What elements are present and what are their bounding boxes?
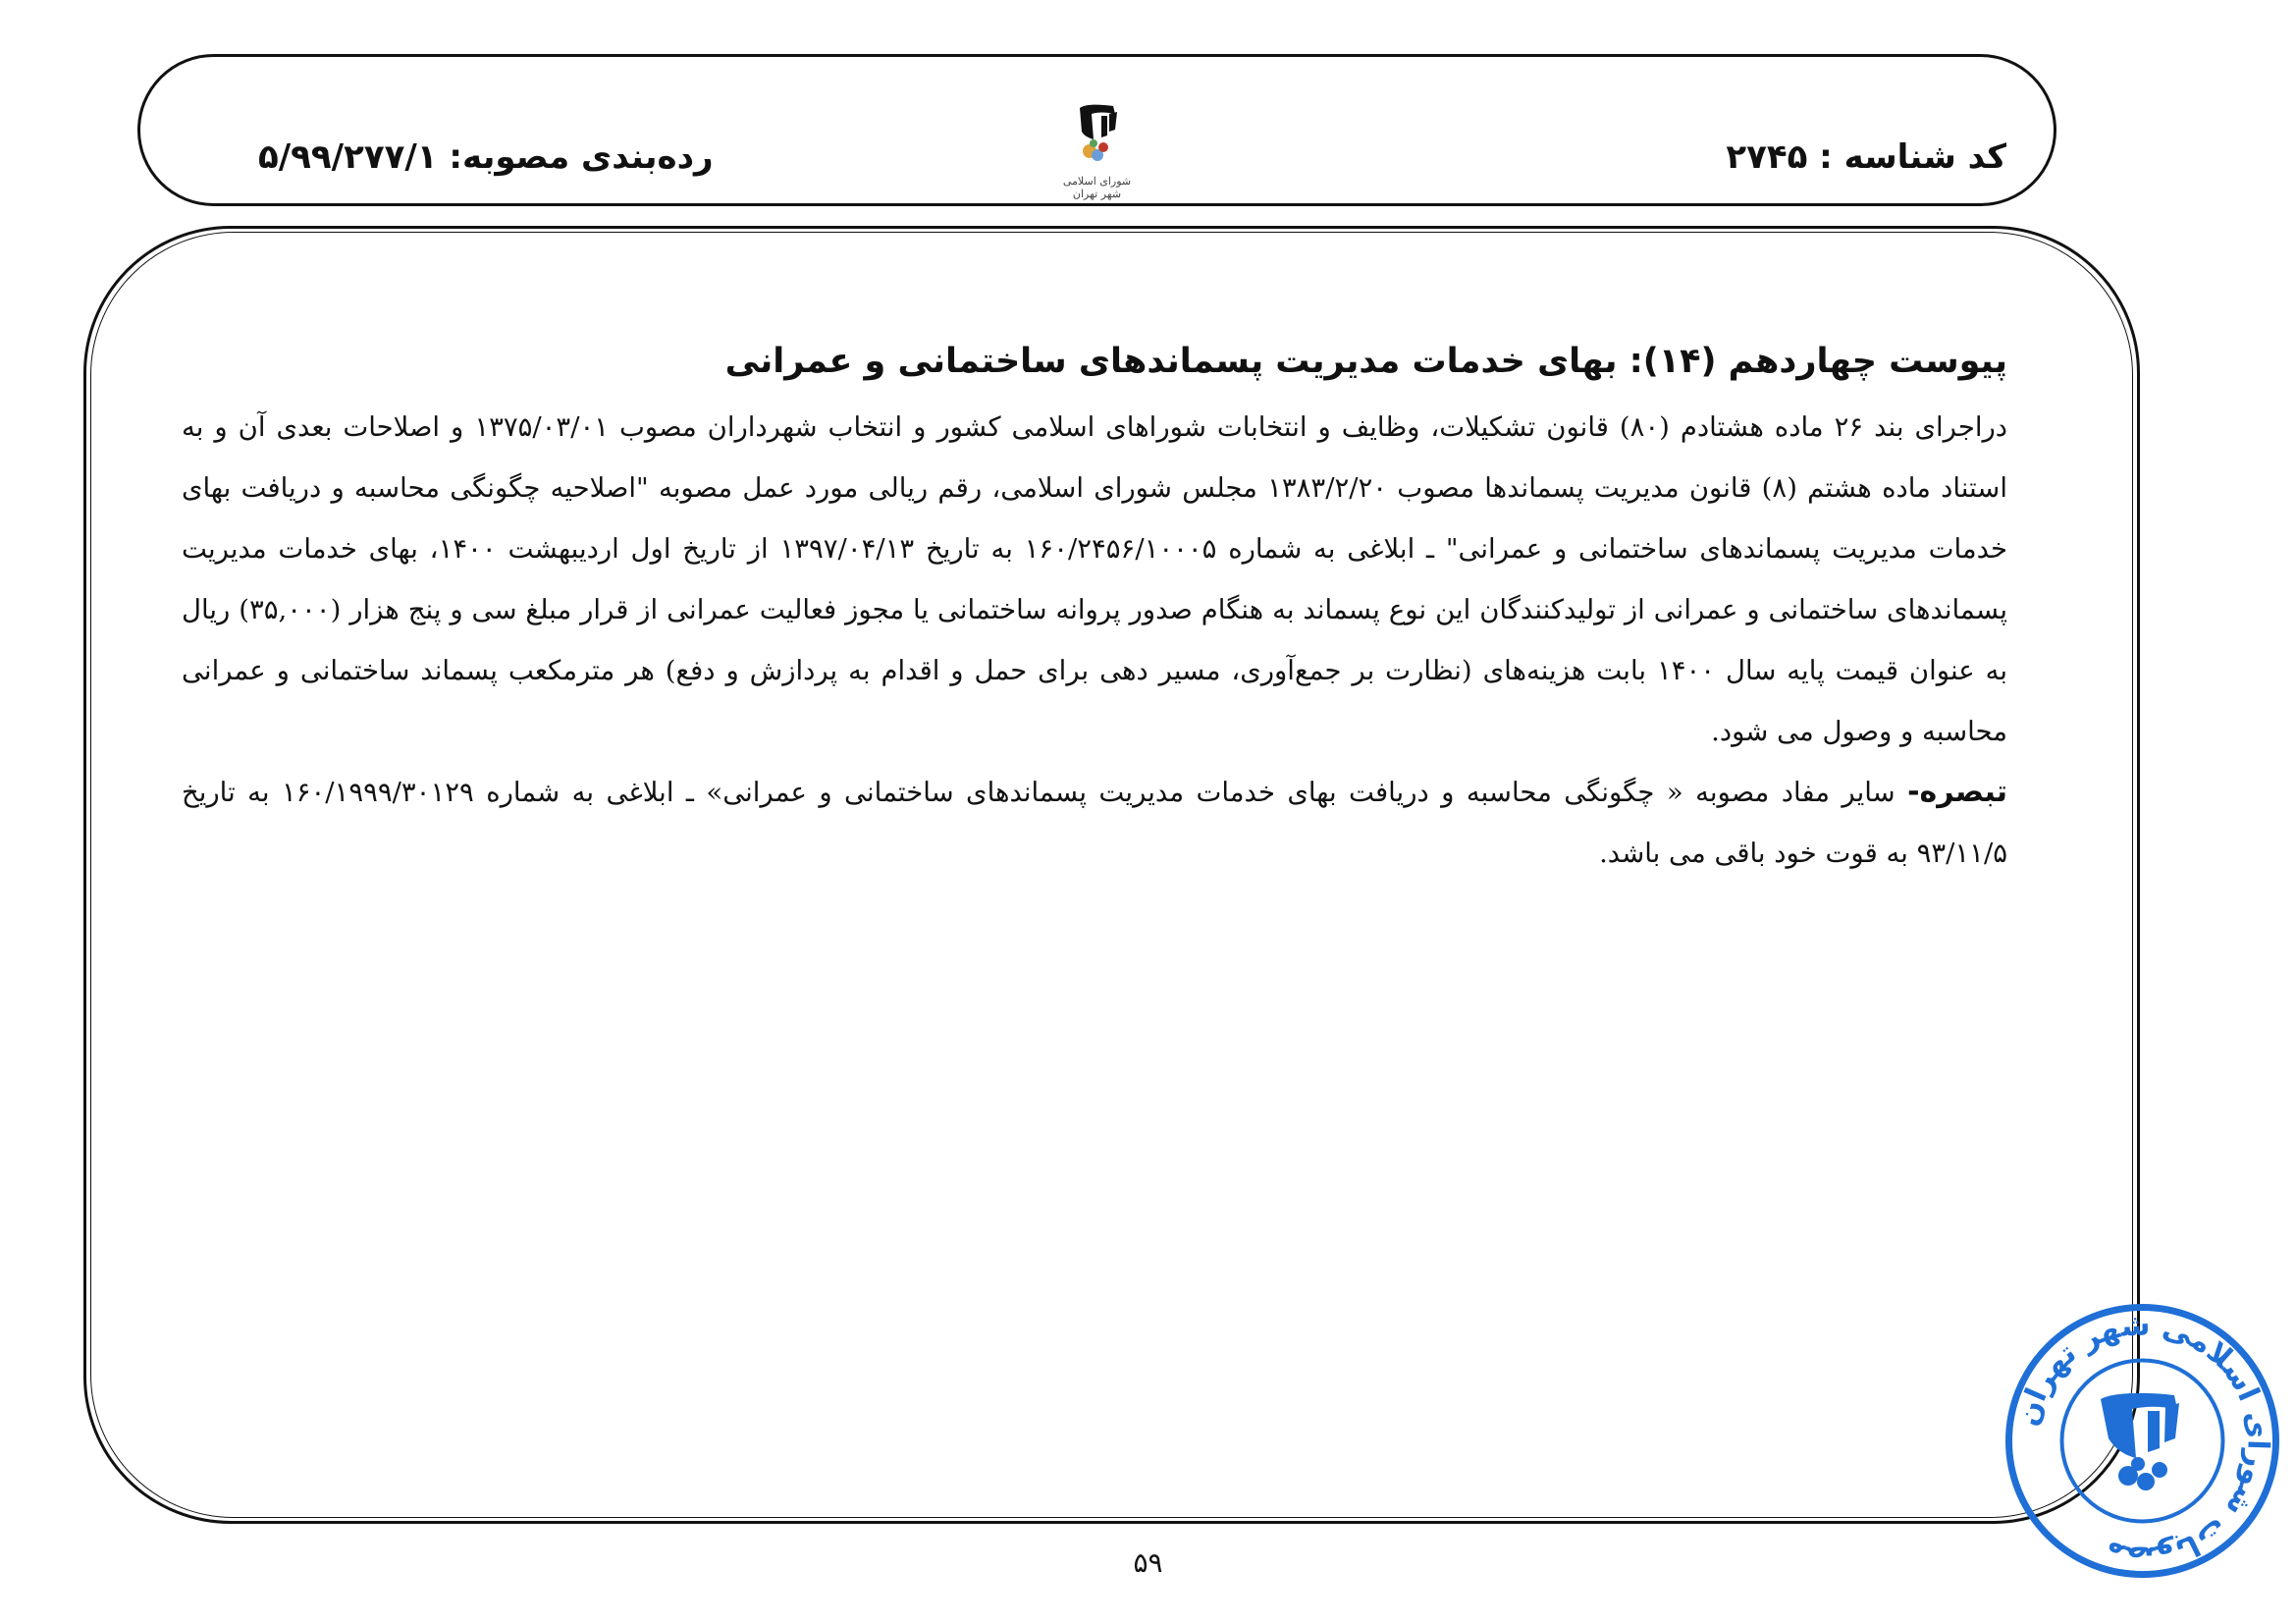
council-logo bbox=[1053, 96, 1142, 200]
body-paragraph: دراجرای بند ۲۶ ماده هشتادم (۸۰) قانون تشکیلات، وظایف و انتخابات شوراهای اسلامی کشور و انتخاب شهرداران مصوب ۱۳۷۵/۰۳/۰۱ و اصلاحات بعدی آن و به استناد ماده هشتم (۸) قانون مدیریت پسماندها مصوب ۱۳۸۳/۲/۲۰ مجلس شورای اسلامی، رقم ریالی مورد عمل مصوبه "اصلاحیه چگونگی محاسبه و دریافت بهای خدمات مدیریت پسماندهای ساختمانی و عمرانی" ـ ابلاغی به شماره ۱۶۰/۲۴۵۶/۱۰۰۰۵ به تاریخ ۱۳۹۷/۰۴/۱۳ از تاریخ اول اردیبهشت ۱۴۰۰، بهای خدمات مدیریت پسماندهای ساختمانی و عمرانی از تولیدکنندگان این نوع پسماند به هنگام صدور پروانه ساختمانی یا مجوز فعالیت عمرانی از قرار مبلغ سی و پنج هزار (۳۵,۰۰۰) ریال به عنوان قیمت پایه سال ۱۴۰۰ بابت هزینه‌های (نظارت بر جمع‌آوری، مسیر دهی برای حمل و اقدام به پردازش و دفع) هر مترمکعب پسماند ساختمانی و عمرانی محاسبه و وصول می شود. bbox=[182, 411, 2008, 747]
official-stamp bbox=[2002, 1301, 2282, 1581]
page-number: ۵۹ bbox=[1133, 1546, 1163, 1579]
document-title: پیوست چهاردهم (۱۴): بهای خدمات مدیریت پسماندهای ساختمانی و عمرانی bbox=[724, 342, 2007, 381]
document-content bbox=[182, 334, 2007, 884]
note-text: سایر مفاد مصوبه « چگونگی محاسبه و دریافت بهای خدمات مدیریت پسماندهای ساختمانی و عمرانی» ـ ابلاغی به شماره ۱۶۰/۱۹۹۹/۳۰۱۲۹ به تاریخ ۹۳/۱۱/۵ به قوت خود باقی می باشد. bbox=[182, 777, 2007, 869]
svg-text:مصوبات شورای اسلامی شهر تهران: مصوبات شورای اسلامی شهر تهران bbox=[2010, 1307, 2276, 1574]
classification-number: رده‌بندی مصوبه: ۵/۹۹/۲۷۷/۱ bbox=[258, 137, 714, 177]
header-box bbox=[137, 54, 2056, 206]
council-logo-icon bbox=[1058, 96, 1137, 175]
logo-caption: شورای اسلامی شهر تهران bbox=[1062, 175, 1132, 200]
note-label: تبصره- bbox=[1907, 775, 2007, 809]
code-id: کد شناسه : ۲۷۴۵ bbox=[1726, 137, 2006, 177]
stamp-seal-icon bbox=[2002, 1301, 2282, 1581]
note-paragraph bbox=[182, 762, 2007, 884]
